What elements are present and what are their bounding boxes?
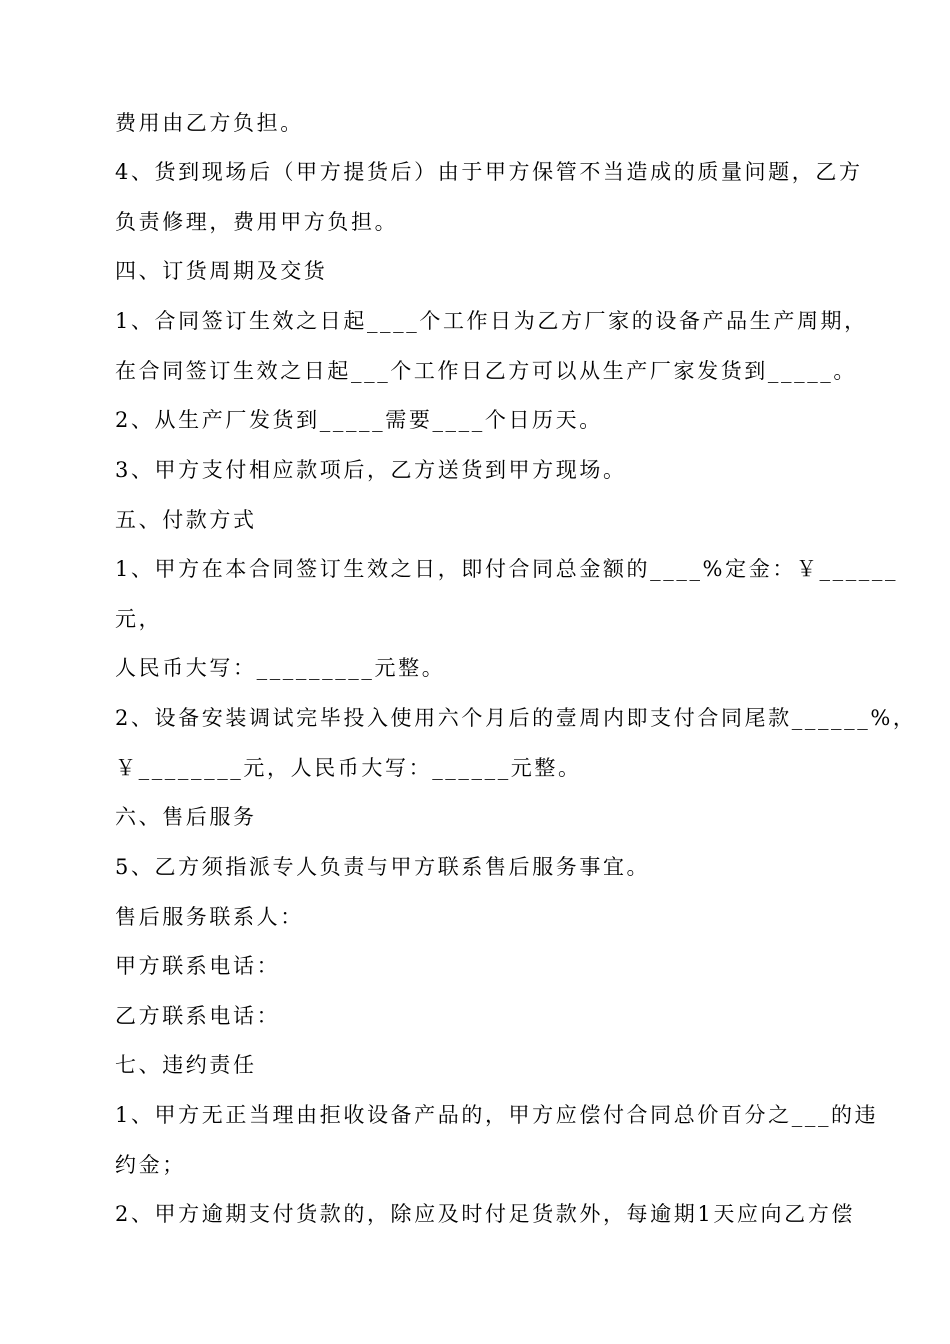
text-line: 5、乙方须指派专人负责与甲方联系售后服务事宜。 (115, 855, 651, 879)
text-line: ￥________元，人民币大写：______元整。 (115, 756, 582, 780)
text-line: 2、设备安装调试完毕投入使用六个月后的壹周内即支付合同尾款______%， (115, 706, 917, 730)
text-line: 乙方联系电话： (115, 1004, 281, 1028)
text-line: 费用由乙方负担。 (115, 111, 304, 135)
text-line: 1、甲方无正当理由拒收设备产品的，甲方应偿付合同总价百分之___的违 (115, 1103, 879, 1127)
text-line: 4、货到现场后（甲方提货后）由于甲方保管不当造成的质量问题，乙方 (115, 160, 863, 184)
text-line: 2、甲方逾期支付货款的，除应及时付足货款外，每逾期1天应向乙方偿 (115, 1202, 855, 1226)
text-line: 在合同签订生效之日起___个工作日乙方可以从生产厂家发货到_____。 (115, 359, 857, 383)
text-line: 售后服务联系人： (115, 905, 304, 929)
section-heading: 四、订货周期及交货 (115, 259, 328, 283)
text-line: 3、甲方支付相应款项后，乙方送货到甲方现场。 (115, 458, 627, 482)
text-line: 1、合同签订生效之日起____个工作日为乙方厂家的设备产品生产周期， (115, 309, 868, 333)
section-heading: 七、违约责任 (115, 1053, 257, 1077)
text-line: 负责修理，费用甲方负担。 (115, 210, 399, 234)
text-line: 人民币大写：_________元整。 (115, 656, 446, 680)
text-line: 约金； (115, 1153, 186, 1177)
text-line: 元， (115, 607, 163, 631)
section-heading: 五、付款方式 (115, 508, 257, 532)
section-heading: 六、售后服务 (115, 805, 257, 829)
text-line: 甲方联系电话： (115, 954, 281, 978)
text-line: 2、从生产厂发货到_____需要____个日历天。 (115, 408, 603, 432)
text-line: 1、甲方在本合同签订生效之日，即付合同总金额的____%定金：￥______ (115, 557, 899, 581)
